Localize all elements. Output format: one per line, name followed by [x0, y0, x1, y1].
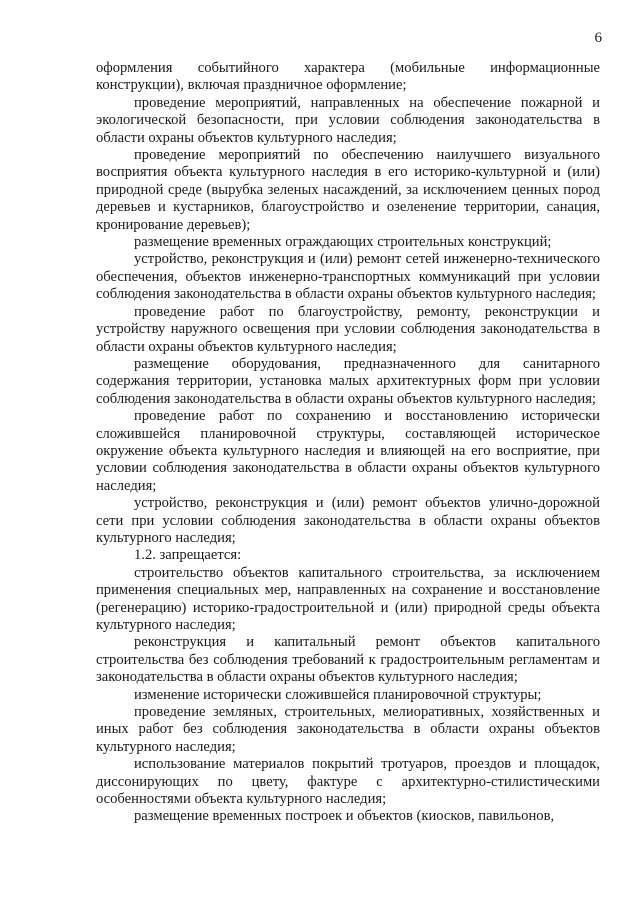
paragraph: проведение мероприятий по обеспечению наилучшего визуального восприятия объекта культурного наследия в его историко-культурной и (или) природной среде (вырубка зеленых насаждений, за исключением ценных пород деревьев и кустарников, благоустройство и озеленение территории, санация, кронирование деревьев);: [96, 147, 600, 233]
paragraph: проведение земляных, строительных, мелиоративных, хозяйственных и иных работ без соблюдения законодательства в области охраны объектов культурного наследия;: [96, 704, 600, 755]
paragraph: строительство объектов капитального строительства, за исключением применения специальных мер, направленных на сохранение и восстановление (регенерацию) историко-градостроительной и (или) природной среды объекта культурного наследия;: [96, 564, 600, 633]
paragraph: устройство, реконструкция и (или) ремонт объектов улично-дорожной сети при условии соблюдения законодательства в области охраны объектов культурного наследия;: [96, 495, 600, 546]
page-number: 6: [594, 30, 602, 46]
section-heading: 1.2. запрещается:: [134, 547, 242, 564]
paragraph: размещение оборудования, предназначенного для санитарного содержания территории, установка малых архитектурных форм при условии соблюдения законодательства в области охраны объектов культурного наследия;: [96, 355, 600, 407]
paragraph: оформления событийного характера (мобильные информационные конструкции), включая праздничное оформление;: [96, 60, 600, 94]
paragraph: размещение временных ограждающих строительных конструкций;: [134, 234, 552, 251]
paragraph: реконструкция и капитальный ремонт объектов капитального строительства без соблюдения требований к градостроительным регламентам и законодательства в области охраны объектов культурного наследия;: [96, 634, 600, 686]
paragraph: устройство, реконструкция и (или) ремонт сетей инженерно-технического обеспечения, объектов инженерно-транспортных коммуникаций при условии соблюдения законодательства в области охраны объектов культурного наследия;: [96, 251, 600, 303]
paragraph: проведение работ по благоустройству, ремонту, реконструкции и устройству наружного освещения при условии соблюдения законодательства в области охраны объектов культурного наследия;: [96, 303, 600, 355]
paragraph: проведение мероприятий, направленных на обеспечение пожарной и экологической безопасности, при условии соблюдения законодательства в области охраны объектов культурного наследия;: [96, 94, 600, 146]
paragraph: проведение работ по сохранению и восстановлению исторически сложившейся планировочной структуры, составляющей историческое окружение объекта культурного наследия и влияющей на его восприятие, при условии соблюдения законодательства в области охраны объектов культурного наследия;: [96, 408, 600, 494]
paragraph: изменение исторически сложившейся планировочной структуры;: [134, 686, 542, 703]
paragraph: использование материалов покрытий тротуаров, проездов и площадок, диссонирующих по цвету, фактуре с архитектурно-стилистическими особенностями объекта культурного наследия;: [96, 756, 600, 808]
document-body: [96, 60, 600, 826]
paragraph: размещение временных построек и объектов (киосков, павильонов,: [134, 808, 555, 825]
